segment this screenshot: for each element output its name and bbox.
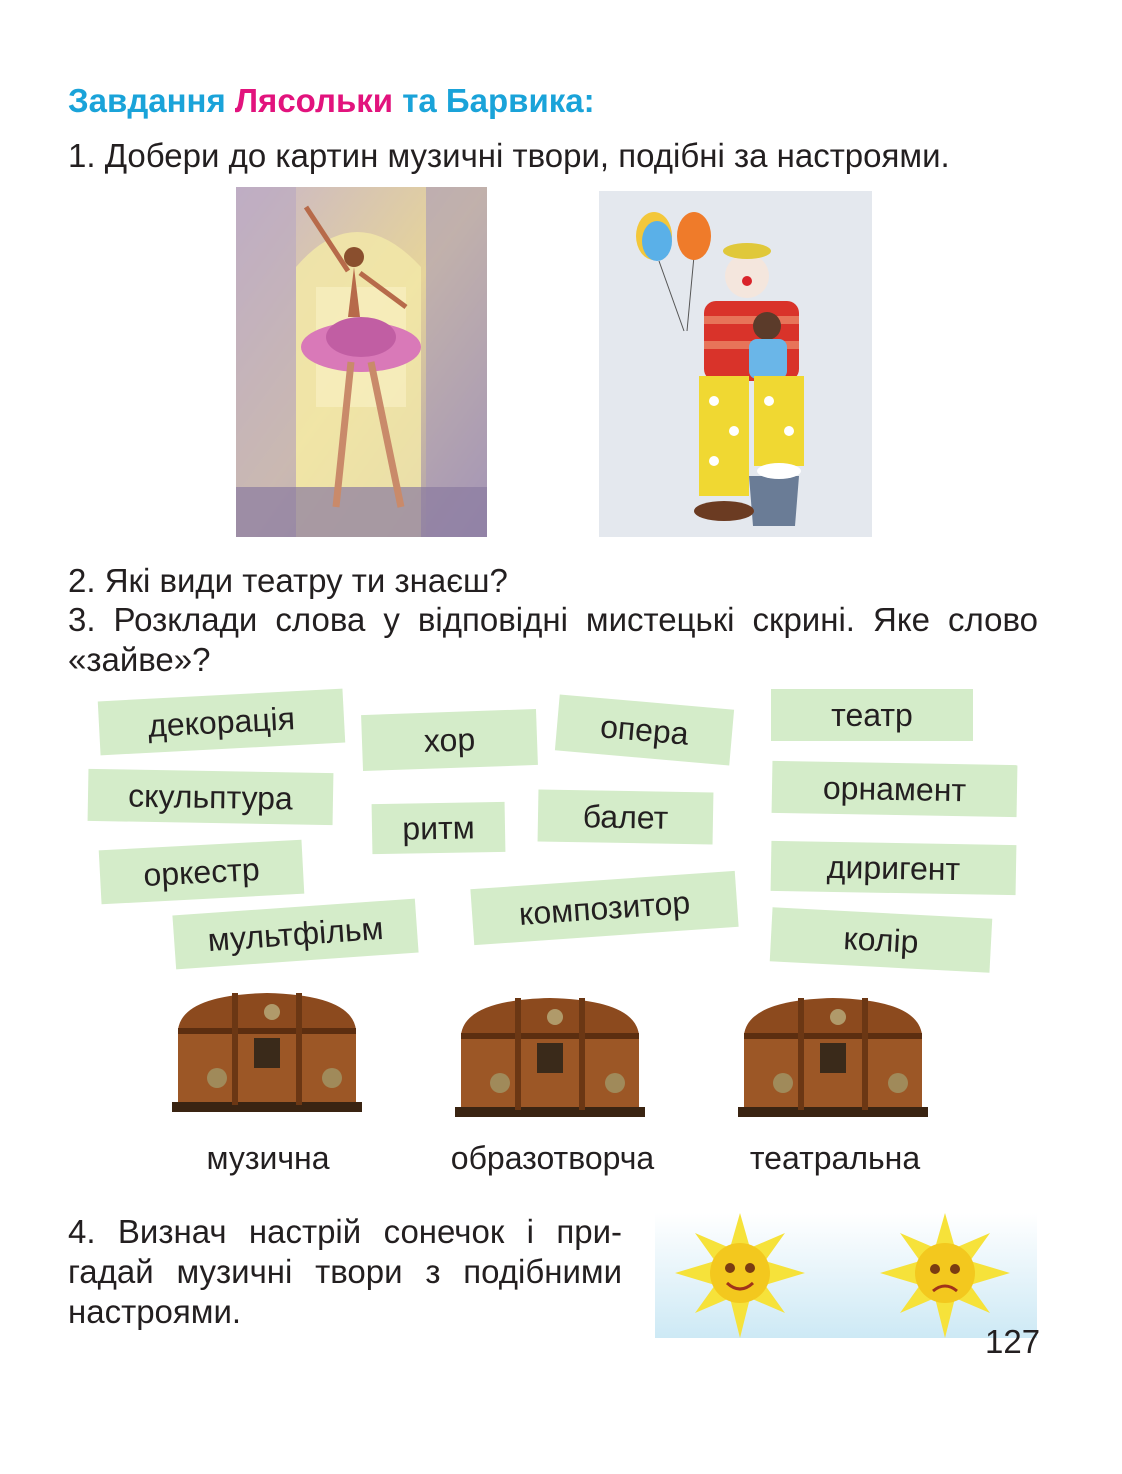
- word-card-khor[interactable]: хор: [361, 709, 538, 771]
- word-card-teatr[interactable]: театр: [771, 689, 973, 741]
- task-2-text: 2. Які види театру ти знаєш?: [68, 562, 508, 599]
- task-4-text-line1: 4. Визнач настрій сонечок і при-: [68, 1213, 622, 1250]
- chest-label-theatre: театральна: [749, 1140, 921, 1176]
- word-card-opera[interactable]: опера: [555, 694, 734, 765]
- suns-picture: [655, 1213, 1037, 1338]
- word-card-kompozytor[interactable]: композитор: [470, 871, 738, 945]
- heading-middle: та: [402, 82, 437, 119]
- heading-name-lyasolka: Лясольки: [234, 82, 394, 119]
- word-card-ornament[interactable]: орнамент: [772, 761, 1018, 817]
- word-card-kolir[interactable]: колір: [770, 907, 993, 972]
- task-1-text: 1. Добери до картин музичні твори, подібні за настроями.: [68, 137, 950, 174]
- heading-name-barvyk: Барвика:: [445, 82, 595, 119]
- task-3-text-line2: «зайве»?: [68, 641, 211, 678]
- chest-label-music: музична: [206, 1140, 330, 1176]
- word-card-balet[interactable]: балет: [538, 789, 714, 844]
- page-number: 127: [985, 1323, 1041, 1360]
- word-card-rytm[interactable]: ритм: [372, 802, 506, 854]
- heading-prefix: Завдання: [68, 82, 226, 119]
- treasure-chest-music[interactable]: [172, 990, 362, 1115]
- task-3-text-line1: 3. Розклади слова у відповідні мистецькі скрині. Яке слово: [68, 601, 1038, 638]
- word-card-multfilm[interactable]: мультфільм: [172, 899, 418, 970]
- word-card-dekoratsiia[interactable]: декорація: [98, 689, 345, 756]
- task-4-text-line3: настроями.: [68, 1293, 242, 1330]
- word-card-dyryhent[interactable]: диригент: [771, 841, 1017, 895]
- task-4-text-line2: гадай музичні твори з подібними: [68, 1253, 622, 1290]
- clown-picture: [599, 191, 872, 537]
- treasure-chest-visual-art[interactable]: [455, 995, 645, 1120]
- task-heading: [68, 82, 595, 120]
- word-card-orkestr[interactable]: оркестр: [99, 840, 305, 905]
- word-card-skulptura[interactable]: скульптура: [88, 769, 334, 825]
- treasure-chest-theatre[interactable]: [738, 995, 928, 1120]
- chest-label-visual-art: образотворча: [450, 1140, 655, 1176]
- ballerina-painting: [236, 187, 487, 537]
